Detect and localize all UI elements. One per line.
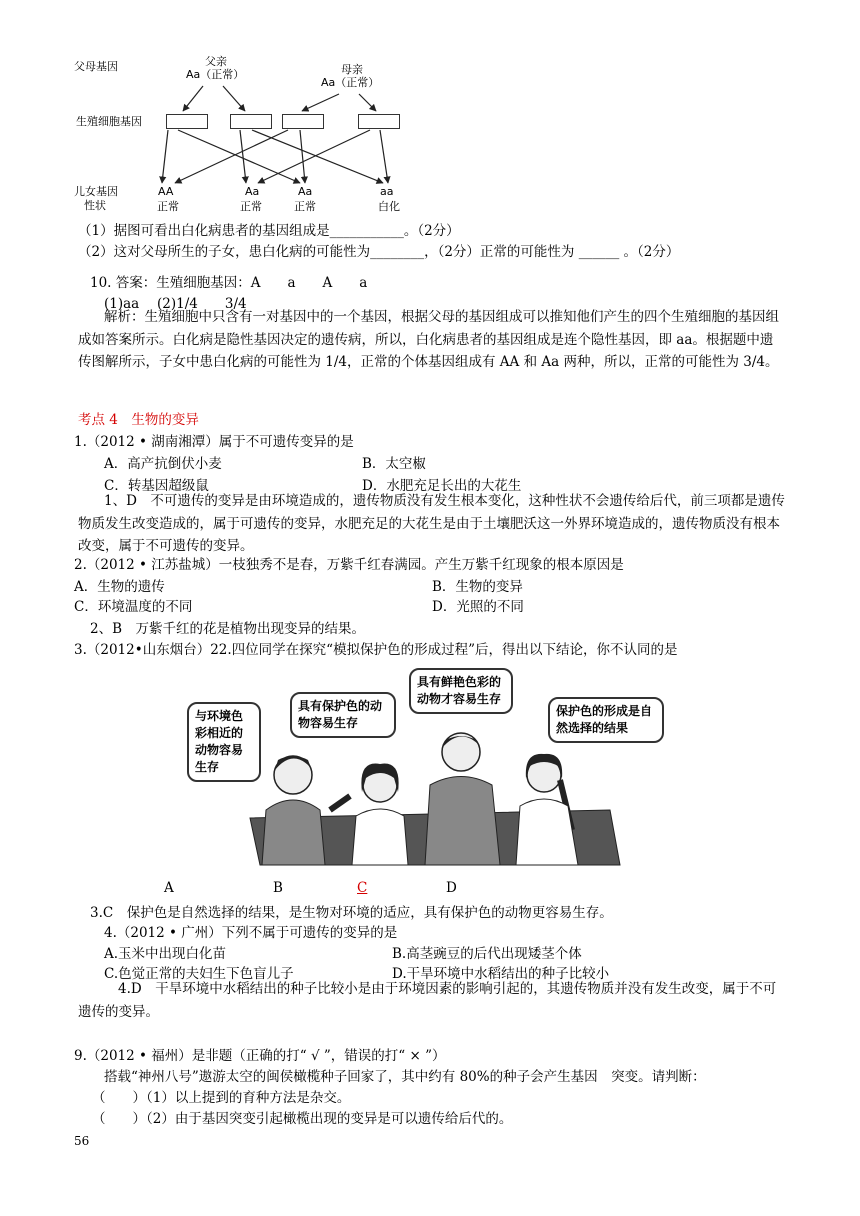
q4-answer: 4.D 干旱环境中水稻结出的种子比较小是由于环境因素的影响引起的，其遗传物质并没有发生改变，属于不可遗传的变异。 (78, 981, 777, 1020)
q3-label-a: A (164, 880, 174, 896)
q1-option-a: A．高产抗倒伏小麦 (104, 456, 222, 472)
q4-option-a: A.玉米中出现白化苗 (104, 946, 227, 962)
q1-option-c: C．转基因超级鼠 (104, 478, 209, 494)
q4-stem: 4.（2012 • 广州）下列不属于可遗传的变异的是 (104, 925, 398, 941)
q2-option-d: D．光照的不同 (432, 599, 524, 615)
q9-text: 搭载“神州八号”遨游太空的闽侯橄榄种子回家了，其中约有 80%的种子会产生基因 突变。请判断： (104, 1069, 706, 1085)
q9-stem: 9.（2012 • 福州）是非题（正确的打“ √ ”，错误的打“ × ”） (74, 1048, 446, 1064)
section-title: 考点 4 生物的变异 (78, 412, 199, 428)
answer-10-line1: 10. 答案：生殖细胞基因：A a A a (90, 275, 368, 291)
speech-bubble-b: 具有保护色的动物容易生存 (290, 692, 396, 738)
child-4-trait: 白化 (378, 200, 400, 213)
q1-option-b: B．太空椒 (362, 456, 426, 472)
speech-bubble-c: 具有鲜艳色彩的动物才容易生存 (409, 668, 513, 714)
father-gene: Aa（正常） (186, 68, 245, 81)
q2-option-a: A．生物的遗传 (74, 579, 165, 595)
question-part-1: （1）据图可看出白化病患者的基因组成是___________。（2分） (78, 223, 460, 239)
mother-gene: Aa（正常） (321, 76, 380, 89)
q2-stem: 2.（2012 • 江苏盐城）一枝独秀不是春，万紫千红春满园。产生万紫千红现象的根本原因是 (74, 557, 624, 573)
q1-answer: 1、D 不可遗传的变异是由环境造成的，遗传物质没有发生根本变化，这种性状不会遗传给后代，前三项都是遗传物质发生改变造成的，属于可遗传的变异，水肥充足的大花生是由于土壤肥沃这一外界环境造成的，遗传物质没有根本改变，属于不可遗传的变异。 (78, 493, 785, 554)
q2-option-c: C．环境温度的不同 (74, 599, 193, 615)
q3-label-d: D (446, 880, 457, 896)
question-part-2: （2）这对父母所生的子女，患白化病的可能性为________，（2分）正常的可能性为 ______ 。（2分） (78, 244, 680, 260)
answer-10-line2: (1)aa (2)1/4 3/4 (104, 296, 247, 312)
page-number: 56 (74, 1134, 90, 1148)
row-label-parents: 父母基因 (74, 60, 118, 73)
cross-arrows (0, 0, 860, 220)
child-2-gene: Aa (245, 185, 260, 198)
child-4-gene: aa (380, 185, 394, 198)
mother-label: 母亲 (341, 63, 363, 76)
child-1-gene: AA (158, 185, 174, 198)
q2-option-b: B．生物的变异 (432, 579, 523, 595)
q3-stem: 3.（2012•山东烟台）22.四位同学在探究“模拟保护色的形成过程”后，得出以下结论，你不认同的是 (74, 642, 678, 658)
q2-answer: 2、B 万紫千红的花是植物出现变异的结果。 (90, 621, 366, 637)
row-label-children: 儿女基因 (74, 185, 118, 198)
row-label-gametes: 生殖细胞基因 (76, 115, 142, 128)
child-3-trait: 正常 (294, 200, 316, 213)
q4-option-d: D.干旱环境中水稻结出的种子比较小 (392, 966, 610, 982)
q3-answer: 3.C 保护色是自然选择的结果，是生物对环境的适应，具有保护色的动物更容易生存。 (90, 905, 613, 921)
row-label-traits: 性状 (84, 199, 106, 212)
q4-option-b: B.高茎豌豆的后代出现矮茎个体 (392, 946, 582, 962)
father-label: 父亲 (205, 55, 227, 68)
q4-option-c: C.色觉正常的夫妇生下色盲儿子 (104, 966, 294, 982)
q3-label-b: B (273, 880, 283, 896)
q9-item-1: （ ）（1）以上提到的育种方法是杂交。 (92, 1090, 351, 1106)
child-2-trait: 正常 (240, 200, 262, 213)
child-1-trait: 正常 (157, 200, 179, 213)
answer-10-explanation: 解析：生殖细胞中只含有一对基因中的一个基因，根据父母的基因组成可以推知他们产生的四个生殖细胞的基因组成如答案所示。白化病是隐性基因决定的遗传病，所以，白化病患者的基因组成是连个隐性基因，即 aa。根据题中遗传图解所示，子女中患白化病的可能性为 1/4，正常的个体基因组成有 AA 和 Aa 两种，所以，正常的可能性为 3/4。 (78, 309, 779, 370)
q1-option-d: D．水肥充足长出的大花生 (362, 478, 522, 494)
child-3-gene: Aa (298, 185, 313, 198)
speech-bubble-a: 与环境色彩相近的动物容易生存 (187, 702, 261, 782)
q1-stem: 1.（2012 • 湖南湘潭）属于不可遗传变异的是 (74, 434, 354, 450)
q9-item-2: （ ）（2）由于基因突变引起橄榄出现的变异是可以遗传给后代的。 (92, 1111, 513, 1127)
q3-label-c: C (357, 880, 368, 896)
speech-bubble-d: 保护色的形成是自然选择的结果 (548, 697, 664, 743)
